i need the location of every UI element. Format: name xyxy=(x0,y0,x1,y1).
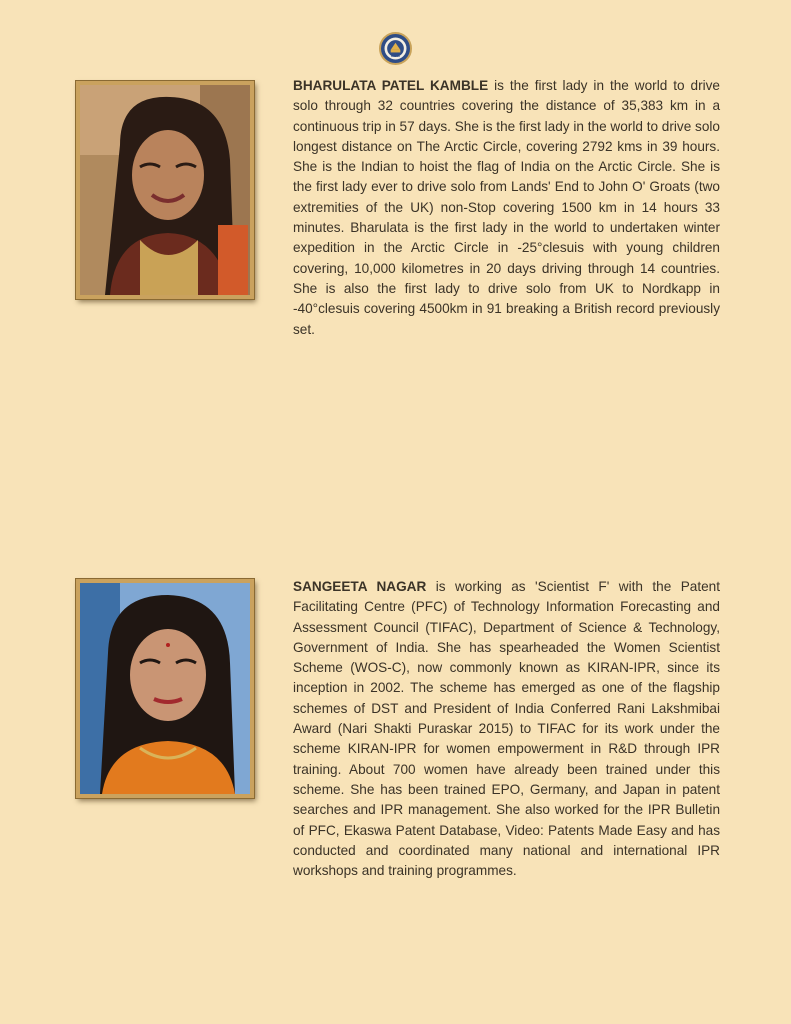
profile-bio-text: is working as 'Scientist F' with the Patent Facilitating Centre (PFC) of Technology Information Forecasting and Assessment Council (TIFAC), Department of Science & Technology, Government of India. She has spearheaded the Women Scientist Scheme (WOS-C), now commonly known as KIRAN-IPR, since its inception in 2002. The scheme has emerged as one of the flagship schemes of DST and President of India Conferred Rani Lakshmibai Award (Nari Shakti Puraskar 2015) to TIFAC for its work under the scheme KIRAN-IPR for women empowerment in R&D through IPR training. About 700 women have already been trained under this scheme. She has been trained EPO, Germany, and Japan in patent searches and IPR management. She also worked for the IPR Bulletin of PFC, Ekaswa Patent Database, Video: Patents Made Easy and has conducted and coordinated many national and international IPR workshops and training programmes. xyxy=(293,579,720,879)
profile-name: SANGEETA NAGAR xyxy=(293,579,427,594)
institution-seal-icon xyxy=(379,32,412,65)
portrait-photo-icon xyxy=(76,81,254,299)
portrait-photo-icon xyxy=(76,579,254,798)
profile-bio-text: is the first lady in the world to drive solo through 32 countries covering the distance of 35,383 km in a continuous trip in 57 days. She is the first lady in the world to drive solo longest distance on The Arctic Circle, covering 2792 kms in 39 hours. She is the Indian to hoist the flag of India on the Arctic Circle. She is the first lady ever to drive solo from Lands' End to John O' Groats (two extremities of the UK) non-Stop covering 1500 km in 14 hours 33 minutes. Bharulata is the first lady in the world to undertaken winter expedition in the Arctic Circle in -25°clesuis with young children covering, 10,000 kilometres in 20 days driving through 14 countries. She is also the first lady to drive solo from UK to Nordkapp in -40°clesuis covering 4500km in 91 breaking a British record previously set. xyxy=(293,78,720,337)
profile-bio xyxy=(293,577,720,881)
profile-bio xyxy=(293,76,720,340)
profile-name: BHARULATA PATEL KAMBLE xyxy=(293,78,489,93)
emblem-text: INDIA xyxy=(391,53,400,58)
